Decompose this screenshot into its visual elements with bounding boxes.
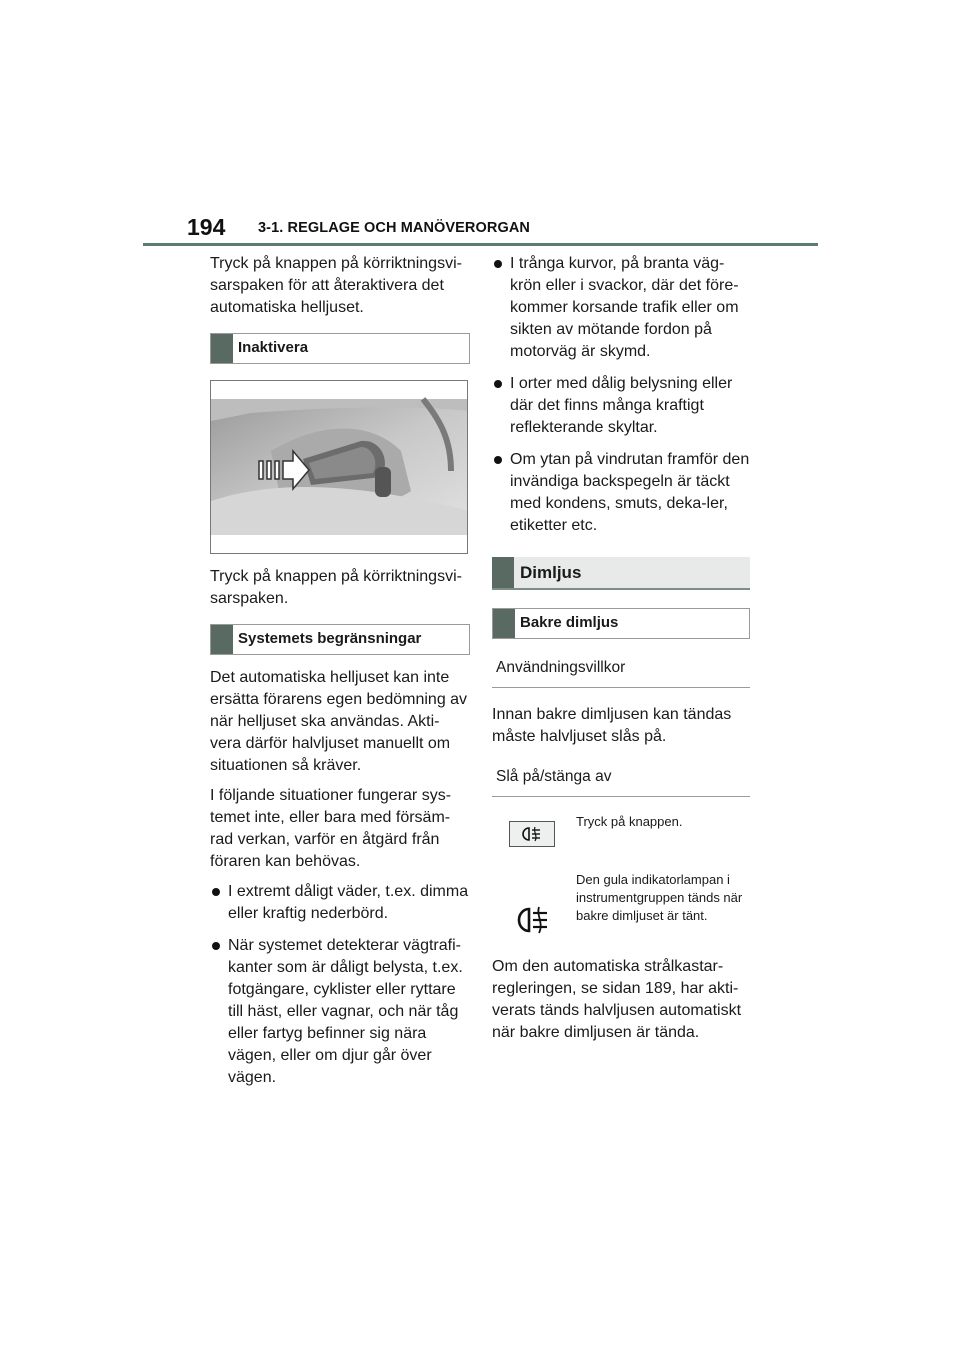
icon-row-indicator <box>492 871 750 942</box>
rear-fog-button-icon <box>509 821 555 847</box>
section-title: 3-1. REGLAGE OCH MANÖVERORGAN <box>258 220 530 236</box>
after-image-paragraph: Tryck på knappen på körriktningsvi-sarspaken. <box>210 568 462 607</box>
on-off-heading: Slå på/stänga av <box>492 766 750 797</box>
indicator-description: Den gula indikatorlampan i instrumentgruppen tänds när bakre dimljuset är tänt. <box>576 872 743 923</box>
icon-row-button <box>492 813 750 871</box>
limits-heading-box <box>210 624 470 655</box>
header-rule <box>143 243 818 246</box>
left-bullet-list <box>210 881 470 1089</box>
page-number: 194 <box>187 214 226 240</box>
deactivate-heading: Inaktivera <box>238 339 309 356</box>
list-item: När systemet detekterar vägtrafi-kanter som är dåligt belysta, t.ex. fotgängare, cyklister eller ryttare till häst, eller vagnar, och när tåg eller fartyg befinner sig nära vägen, eller om djur går över vägen. <box>210 935 470 1089</box>
right-bullet-list <box>492 253 750 537</box>
final-paragraph: Om den automatiska strålkastar-regleringen, se sidan 189, har akti-verats tänds halvljusen automatiskt när bakre dimljusen är tända. <box>492 958 742 1041</box>
limits-heading: Systemets begränsningar <box>238 630 422 647</box>
deactivate-heading-box <box>210 333 470 364</box>
fog-lights-section-heading-box <box>492 557 750 590</box>
intro-paragraph: Tryck på knappen på körriktningsvi-sarspaken för att återaktivera det automatiska helljuset. <box>210 255 462 316</box>
rear-fog-indicator-icon <box>513 905 551 942</box>
list-item: I trånga kurvor, på branta väg-krön eller i svackor, där det före-kommer korsande trafik eller om sikten av mötande fordon på motorväg är skymd. <box>492 253 750 363</box>
conditions-paragraph: Innan bakre dimljusen kan tändas måste halvljuset slås på. <box>492 706 732 745</box>
button-instruction: Tryck på knappen. <box>576 814 683 829</box>
stalk-illustration <box>210 380 468 554</box>
list-item: Om ytan på vindrutan framför den invändiga backspegeln är täckt med kondens, smuts, deka-ler, etiketter etc. <box>492 449 750 537</box>
list-item: I extremt dåligt väder, t.ex. dimma eller kraftig nederbörd. <box>210 881 470 925</box>
limits-paragraph-1: Det automatiska helljuset kan inte ersätta förarens egen bedömning av när helljuset ska användas. Akti-vera därför halvljuset manuellt om situationen så kräver. <box>210 669 468 774</box>
conditions-heading: Användningsvillkor <box>492 657 750 688</box>
list-item: I orter med dålig belysning eller där det finns många kraftigt reflekterande skyltar. <box>492 373 750 439</box>
fog-lights-section-heading: Dimljus <box>520 563 582 582</box>
rear-fog-heading: Bakre dimljus <box>520 614 619 631</box>
left-column <box>210 253 470 1099</box>
right-column <box>492 253 750 1052</box>
limits-paragraph-2: I följande situationer fungerar sys-temet inte, eller bara med försäm-rad verkan, varför en åtgärd från föraren kan behövas. <box>210 787 452 870</box>
rear-fog-heading-box <box>492 608 750 639</box>
icon-table <box>492 813 750 942</box>
